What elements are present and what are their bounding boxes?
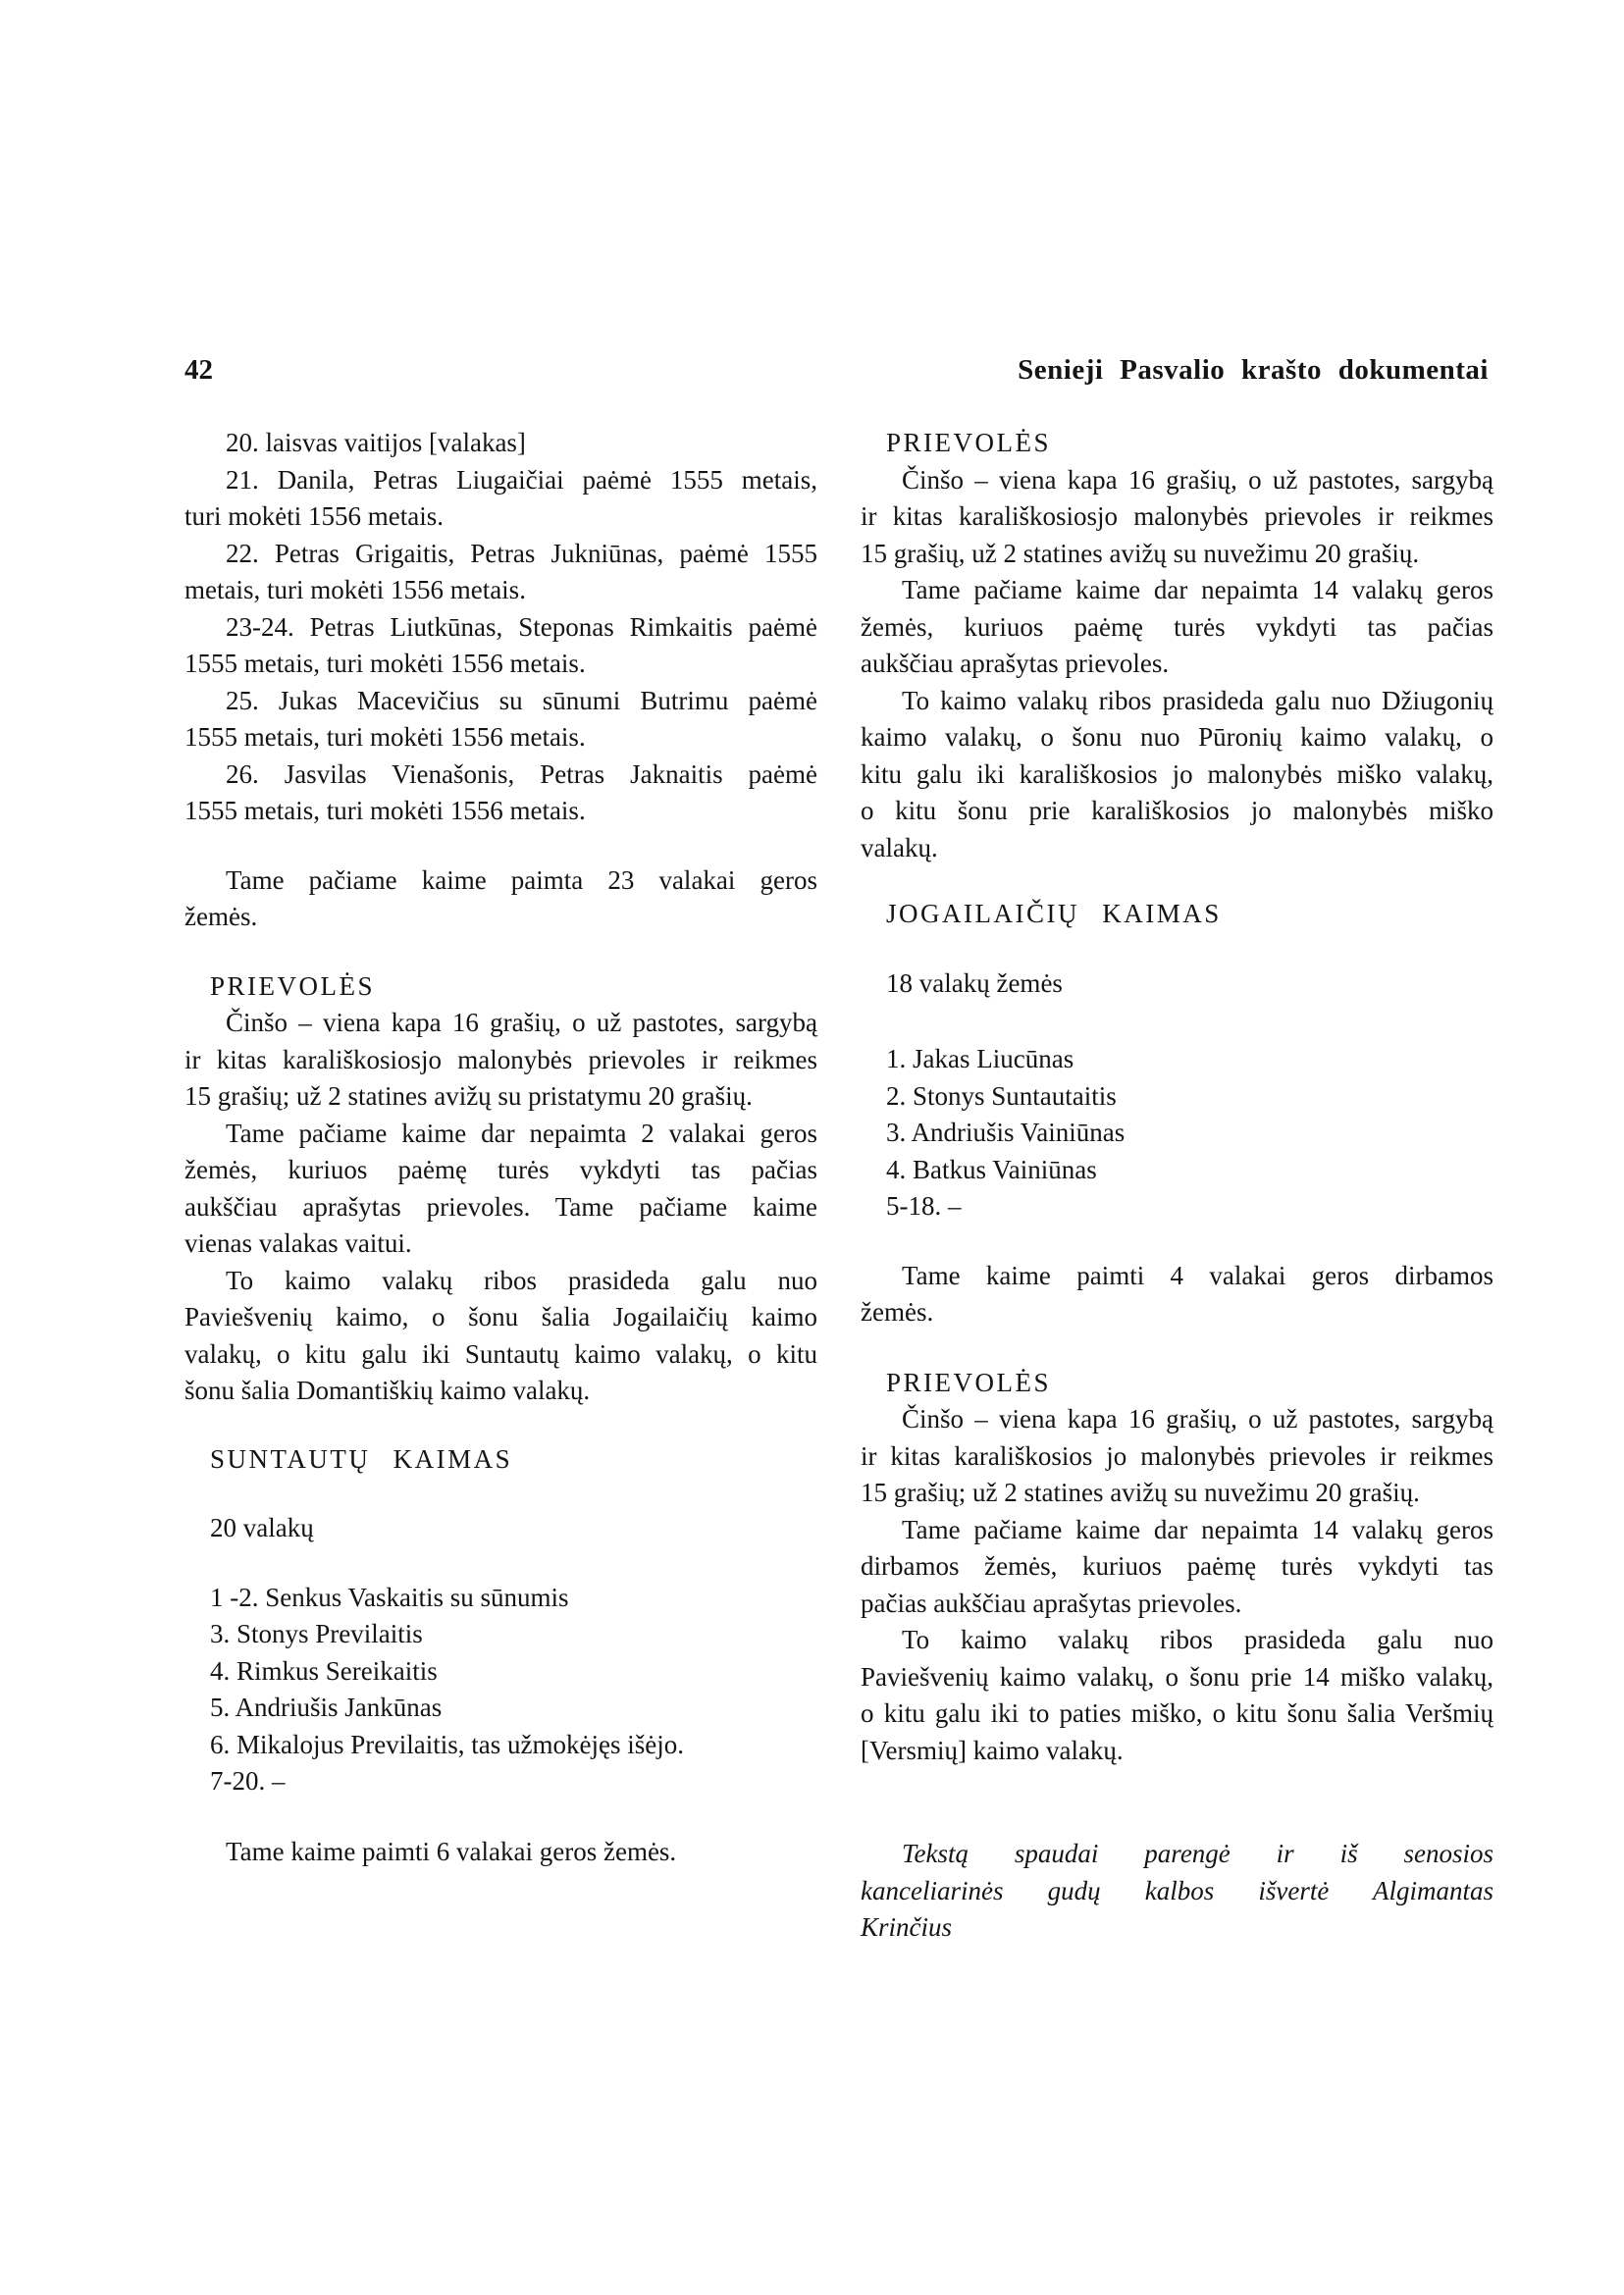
text-line: ir kitas karališkosiosjo malonybės prievoles ir reikmes: [184, 1044, 817, 1074]
tenant-list: [861, 1041, 1493, 1226]
paragraph: [861, 462, 1493, 573]
section-heading: [861, 425, 1493, 462]
text-line: kitu galu iki karališkosios jo malonybės miško valakų,: [861, 758, 1493, 789]
text-line: 22. Petras Grigaitis, Petras Jukniūnas, paėmė 1555: [226, 538, 817, 568]
text-line: 18 valakų žemės: [886, 967, 1063, 998]
heading-text: PRIEVOLĖS: [886, 1367, 1052, 1397]
list-item: 7-20. –: [210, 1766, 286, 1796]
text-line: Tame pačiame kaime paimta 23 valakai geros: [226, 864, 817, 895]
heading-text: PRIEVOLĖS: [210, 970, 376, 1001]
list-item: 3. Andriušis Vainiūnas: [886, 1118, 1126, 1147]
text-line: Paviešvenių kaimo, o šonu šalia Jogailaičių kaimo: [184, 1302, 817, 1331]
heading-text: PRIEVOLĖS: [886, 428, 1052, 457]
text-line: Tame pačiame kaime dar nepaimta 14 valakų geros: [902, 1514, 1493, 1544]
text-line: To kaimo valakų ribos prasideda galu nuo: [902, 1625, 1493, 1654]
list-item: 4. Batkus Vainiūnas: [886, 1154, 1097, 1184]
text-line: Činšo – viena kapa 16 grašių, o už pastotes, sargybą: [902, 1404, 1493, 1434]
paragraph: [861, 572, 1493, 683]
list-item: 6. Mikalojus Previlaitis, tas užmokėjęs išėjo.: [210, 1729, 684, 1759]
paragraph: [861, 683, 1493, 867]
text-line: [Versmių] kaimo valakų.: [861, 1735, 1124, 1765]
text-line: ir kitas karališkosiosjo malonybės prievoles ir reikmes: [861, 501, 1493, 531]
text-line: žemės.: [184, 902, 258, 931]
text-line: aukščiau aprašytas prievoles.: [861, 649, 1170, 678]
text-line: Tame pačiame kaime dar nepaimta 2 valakai geros: [226, 1118, 817, 1148]
paragraph: [861, 1622, 1493, 1769]
section-heading: [184, 968, 817, 1006]
paragraph: [184, 756, 817, 830]
text-line: kanceliarinės gudų kalbos išvertė Algimantas: [861, 1875, 1493, 1905]
text-line: o kitu šonu prie karališkosios jo malonybės miško: [861, 796, 1493, 825]
paragraph: [184, 1834, 817, 1871]
text-line: dirbamos žemės, kuriuos paėmę turės vykdyti tas: [861, 1551, 1493, 1581]
text-line: valakų.: [861, 832, 938, 862]
left-column: [184, 425, 817, 1947]
list-item: 2. Stonys Suntautaitis: [886, 1080, 1117, 1111]
list-item: 5-18. –: [886, 1191, 962, 1221]
text-line: aukščiau aprašytas prievoles. Tame pačiame kaime: [184, 1191, 817, 1222]
text-line: kaimo valakų, o šonu nuo Pūronių kaimo valakų, o: [861, 722, 1493, 752]
text-line: 15 grašių; už 2 statines avižų su nuvežimu 20 grašių.: [861, 1478, 1420, 1507]
text-line: žemės, kuriuos paėmę turės vykdyti tas pačias: [184, 1155, 817, 1184]
text-line: vienas valakas vaitui.: [184, 1228, 412, 1258]
list-item: 3. Stonys Previlaitis: [210, 1619, 423, 1648]
text-line: žemės.: [861, 1297, 934, 1327]
text-line: Tame pačiame kaime dar nepaimta 14 valakų geros: [902, 575, 1493, 604]
text-columns: [184, 425, 1493, 1947]
text-line: turi mokėti 1556 metais.: [184, 501, 444, 531]
paragraph: [184, 1263, 817, 1410]
text-line: 1555 metais, turi mokėti 1556 metais.: [184, 649, 586, 678]
text-line: To kaimo valakų ribos prasideda galu nuo Džiugonių: [902, 685, 1493, 715]
paragraph: [184, 683, 817, 756]
paragraph: [184, 462, 817, 536]
land-count: [861, 965, 1493, 1003]
section-heading: [861, 896, 1493, 933]
text-line: 21. Danila, Petras Liugaičiai paėmė 1555 metais,: [226, 464, 817, 495]
text-line: Tame kaime paimti 6 valakai geros žemės.: [226, 1836, 677, 1866]
paragraph: [184, 425, 817, 462]
paragraph: [184, 1116, 817, 1263]
text-line: pačias aukščiau aprašytas prievoles.: [861, 1588, 1242, 1618]
paragraph: [184, 1005, 817, 1116]
text-line: o kitu galu iki to paties miško, o kitu šonu šalia Veršmių: [861, 1698, 1493, 1728]
paragraph: [184, 862, 817, 936]
text-line: Činšo – viena kapa 16 grašių, o už pastotes, sargybą: [226, 1008, 817, 1037]
list-item: 1 -2. Senkus Vaskaitis su sūnumis: [210, 1582, 569, 1612]
text-line: 25. Jukas Macevičius su sūnumi Butrimu paėmė: [226, 685, 817, 715]
text-line: Činšo – viena kapa 16 grašių, o už pastotes, sargybą: [902, 464, 1493, 495]
text-line: Krinčius: [861, 1912, 953, 1942]
text-line: žemės, kuriuos paėmę turės vykdyti tas pačias: [861, 611, 1493, 642]
text-line: 1555 metais, turi mokėti 1556 metais.: [184, 796, 586, 825]
page-number: 42: [184, 354, 213, 386]
paragraph: [184, 609, 817, 683]
page-header: [184, 353, 1489, 387]
text-line: Tekstą spaudai parengė ir iš senosios: [902, 1839, 1493, 1868]
text-line: 20. laisvas vaitijos [valakas]: [226, 428, 526, 457]
text-line: metais, turi mokėti 1556 metais.: [184, 575, 526, 604]
text-line: 26. Jasvilas Vienašonis, Petras Jaknaitis paėmė: [226, 758, 817, 789]
text-line: ir kitas karališkosios jo malonybės prievoles ir reikmes: [861, 1440, 1493, 1471]
text-line: Paviešvenių kaimo valakų, o šonu prie 14 miško valakų,: [861, 1661, 1493, 1692]
text-line: valakų, o kitu galu iki Suntautų kaimo valakų, o kitu: [184, 1338, 817, 1369]
tenant-list: [184, 1580, 817, 1800]
paragraph: [861, 1401, 1493, 1512]
right-column: [861, 425, 1493, 1947]
text-line: šonu šalia Domantiškių kaimo valakų.: [184, 1376, 591, 1405]
section-heading: [184, 1441, 817, 1479]
list-item: 1. Jakas Liucūnas: [886, 1044, 1074, 1073]
text-line: To kaimo valakų ribos prasideda galu nuo: [226, 1265, 817, 1295]
text-line: 15 grašių; už 2 statines avižų su pristatymu 20 grašių.: [184, 1081, 753, 1111]
section-heading: [861, 1365, 1493, 1402]
heading-text: SUNTAUTŲ KAIMAS: [210, 1443, 513, 1474]
text-line: 15 grašių, už 2 statines avižų su nuvežimu 20 grašių.: [861, 538, 1420, 568]
heading-text: JOGAILAIČIŲ KAIMAS: [886, 899, 1222, 928]
running-title: Senieji Pasvalio krašto dokumentai: [1018, 354, 1489, 386]
text-line: 20 valakų: [210, 1513, 314, 1542]
colophon: [861, 1836, 1493, 1947]
text-line: Tame kaime paimti 4 valakai geros dirbamos: [902, 1260, 1493, 1290]
list-item: 5. Andriušis Jankūnas: [210, 1693, 443, 1722]
paragraph: [184, 536, 817, 609]
list-item: 4. Rimkus Sereikaitis: [210, 1655, 438, 1686]
text-line: 23-24. Petras Liutkūnas, Steponas Rimkaitis paėmė: [226, 611, 817, 642]
text-line: 1555 metais, turi mokėti 1556 metais.: [184, 722, 586, 752]
land-count: [184, 1510, 817, 1547]
paragraph: [861, 1512, 1493, 1623]
paragraph: [861, 1258, 1493, 1331]
